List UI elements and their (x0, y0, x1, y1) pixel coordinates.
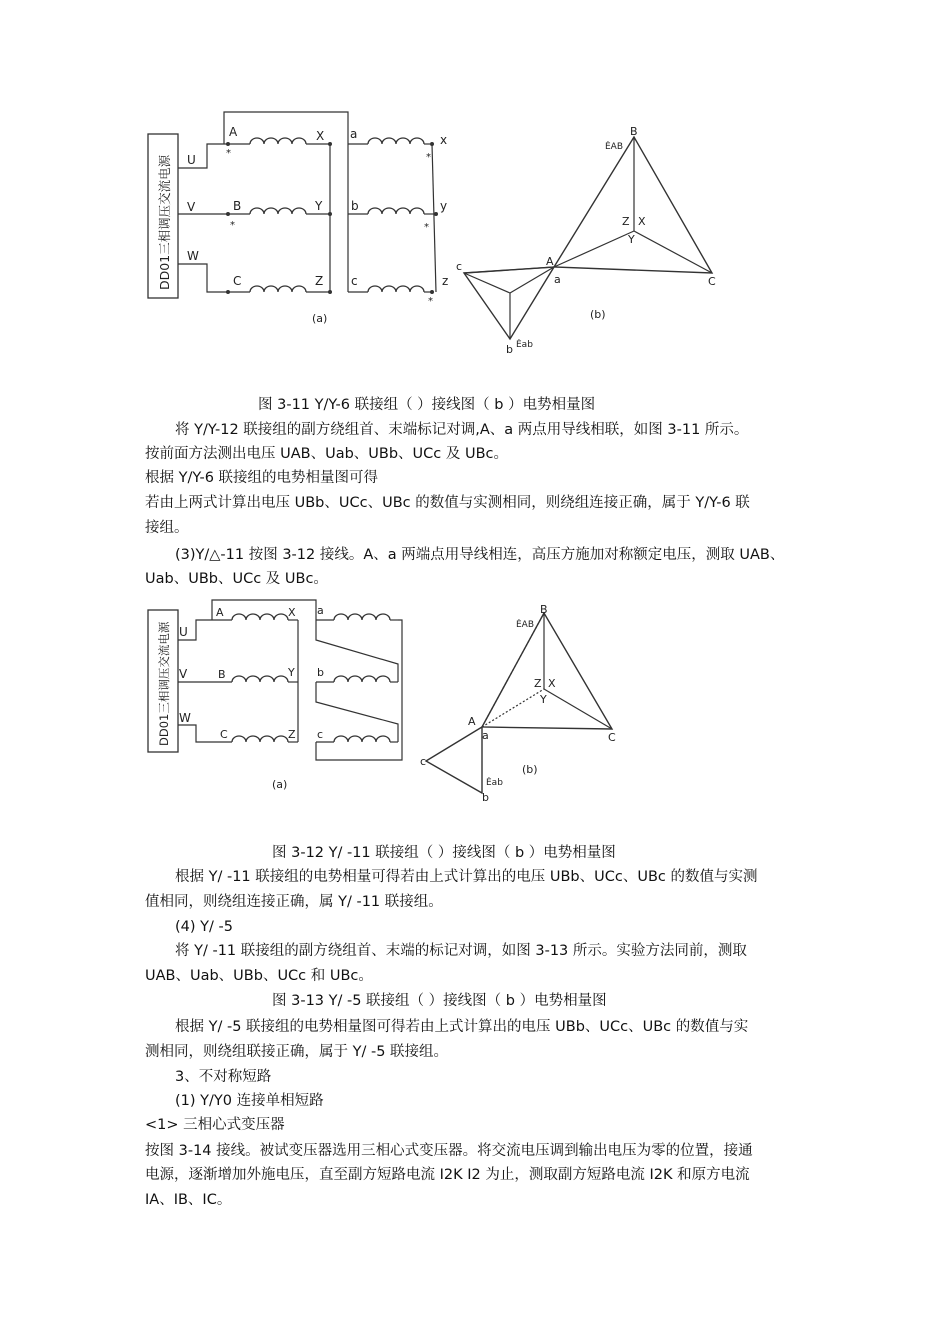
text3-line-5: 按图 3-14 接线。被试变压器选用三相心式变压器。将交流电压调到输出电压为零的位置，接通 (145, 1143, 753, 1159)
figure-3-13-caption: 图 3-13 Y/ -5 联接组（ ）接线图（ b ）电势相量图 (272, 993, 607, 1009)
fig1-ph-Eab: Ėab (516, 340, 533, 350)
text1-line-6: Uab、UBb、UCc 及 UBc。 (145, 571, 328, 587)
fig1-phase-v: V (187, 200, 196, 214)
fig2-label-c: c (317, 728, 324, 741)
fig2-ph-A: A (468, 715, 476, 728)
fig1-sub-b: (b) (590, 308, 606, 321)
fig1-star-1: * (226, 148, 231, 159)
fig1-label-Y: Y (315, 199, 323, 213)
fig2-wiring-diagram (140, 598, 460, 798)
fig1-ph-EAB: ĖAB (605, 142, 624, 152)
fig1-phase-w: W (187, 249, 199, 263)
fig2-phasor-diagram (420, 605, 640, 805)
fig2-ph-EAB: ĖAB (516, 620, 535, 630)
fig1-secondary-coils (348, 138, 438, 294)
fig1-ph-B: B (630, 125, 638, 138)
fig2-label-a: a (317, 604, 324, 617)
text2-line-1: 值相同，则绕组连接正确，属 Y/ -11 联接组。 (145, 894, 443, 910)
fig1-source-label: DD01三相调压交流电源 (157, 154, 172, 290)
fig2-ph-C: C (608, 731, 616, 744)
fig1-phase-u: U (187, 153, 196, 167)
fig2-phase-w: W (179, 711, 191, 725)
fig1-label-y: y (440, 199, 448, 213)
fig2-phase-u: U (179, 625, 188, 639)
text2-line-2: (4) Y/ -5 (175, 919, 233, 935)
fig1-label-x: x (440, 133, 448, 147)
fig1-wiring-diagram (140, 110, 470, 330)
fig1-ph-A: A (546, 255, 554, 268)
fig2-label-Y: Y (288, 666, 295, 679)
fig1-star-5: * (428, 296, 433, 307)
fig2-sub-b: (b) (522, 763, 538, 776)
fig2-ph-Z: Z (534, 677, 542, 690)
fig1-ph-C: C (708, 275, 716, 288)
fig1-star-2: * (230, 220, 235, 231)
text1-line-2: 根据 Y/Y-6 联接组的电势相量图可得 (145, 470, 379, 486)
fig2-ph-Eab: Ėab (486, 778, 503, 788)
fig2-ph-Y: Y (540, 693, 547, 706)
fig2-label-C: C (220, 728, 228, 741)
text1-line-0: 将 Y/Y-12 联接组的副方绕组首、末端标记对调,A、a 两点用导线相联，如图 3-11 所示。 (175, 422, 749, 438)
fig1-primary-coils (226, 138, 332, 294)
fig1-phasor-diagram (450, 125, 740, 365)
text2-line-4: UAB、Uab、UBb、UCc 和 UBc。 (145, 968, 373, 984)
fig1-label-A: A (229, 125, 238, 139)
text1-line-5: (3)Y/△-11 按图 3-12 接线。A、a 两端点用导线相连，高压方施加对称额定电压，测取 UAB、 (175, 547, 785, 563)
fig1-label-C: C (233, 274, 242, 288)
fig1-label-Z: Z (315, 274, 324, 288)
text3-line-1: 测相同，则绕组联接正确，属于 Y/ -5 联接组。 (145, 1044, 449, 1060)
fig2-phase-v: V (179, 667, 188, 681)
fig2-label-B: B (218, 668, 226, 681)
fig1-label-X: X (316, 129, 325, 143)
figure-3-11-caption: 图 3-11 Y/Y-6 联接组（ ）接线图（ b ）电势相量图 (258, 397, 596, 413)
fig1-label-z: z (442, 274, 449, 288)
fig1-ph-a: a (554, 273, 561, 286)
figure-3-12-caption: 图 3-12 Y/ -11 联接组（ ）接线图（ b ）电势相量图 (272, 845, 616, 861)
fig1-ph-b: b (506, 343, 513, 356)
text3-line-0: 根据 Y/ -5 联接组的电势相量图可得若由上式计算出的电压 UBb、UCc、UBc 的数值与实 (175, 1019, 749, 1035)
text3-line-2: 3、不对称短路 (175, 1069, 272, 1085)
fig1-label-B: B (233, 199, 242, 213)
text3-line-7: IA、IB、IC。 (145, 1192, 232, 1208)
fig2-primary-coils (214, 614, 298, 742)
fig1-ph-Y: Y (628, 233, 635, 246)
fig2-source-label: DD01三相调压交流电源 (157, 621, 171, 746)
fig2-label-A: A (216, 606, 224, 619)
fig1-sub-a: (a) (312, 312, 328, 325)
text3-line-3: (1) Y/Y0 连接单相短路 (175, 1093, 324, 1109)
fig2-ph-B: B (540, 603, 548, 616)
fig1-ph-X: X (638, 215, 646, 228)
fig1-label-b: b (351, 199, 359, 213)
text2-line-0: 根据 Y/ -11 联接组的电势相量可得若由上式计算出的电压 UBb、UCc、UBc 的数值与实测 (175, 869, 758, 885)
fig2-secondary-coils (316, 614, 402, 760)
text3-line-4: <1> 三相心式变压器 (145, 1117, 285, 1133)
fig1-label-c: c (351, 274, 358, 288)
fig1-star-4: * (424, 222, 429, 233)
fig1-star-3: * (426, 152, 431, 163)
fig2-sub-a: (a) (272, 778, 288, 791)
text1-line-3: 若由上两式计算出电压 UBb、UCc、UBc 的数值与实测相同，则绕组连接正确，属于 Y/Y-6 联 (145, 495, 750, 511)
fig1-ph-c: c (456, 260, 463, 273)
text3-line-6: 电源，逐渐增加外施电压，直至副方短路电流 I2K I2 为止，测取副方短路电流 I2K 和原方电流 (145, 1167, 750, 1183)
text1-line-1: 按前面方法测出电压 UAB、Uab、UBb、UCc 及 UBc。 (145, 446, 509, 462)
fig1-ph-Z: Z (622, 215, 630, 228)
fig2-label-X: X (288, 606, 296, 619)
fig2-ph-b: b (482, 791, 489, 804)
fig2-ph-a: a (482, 729, 489, 742)
text2-line-3: 将 Y/ -11 联接组的副方绕组首、末端的标记对调，如图 3-13 所示。实验方法同前，测取 (175, 943, 747, 959)
fig2-label-Z: Z (288, 728, 296, 741)
fig2-ph-c: c (420, 755, 427, 768)
fig2-ph-X: X (548, 677, 556, 690)
fig1-label-a: a (350, 127, 358, 141)
fig2-label-b: b (317, 666, 324, 679)
text1-line-4: 接组。 (145, 520, 189, 536)
